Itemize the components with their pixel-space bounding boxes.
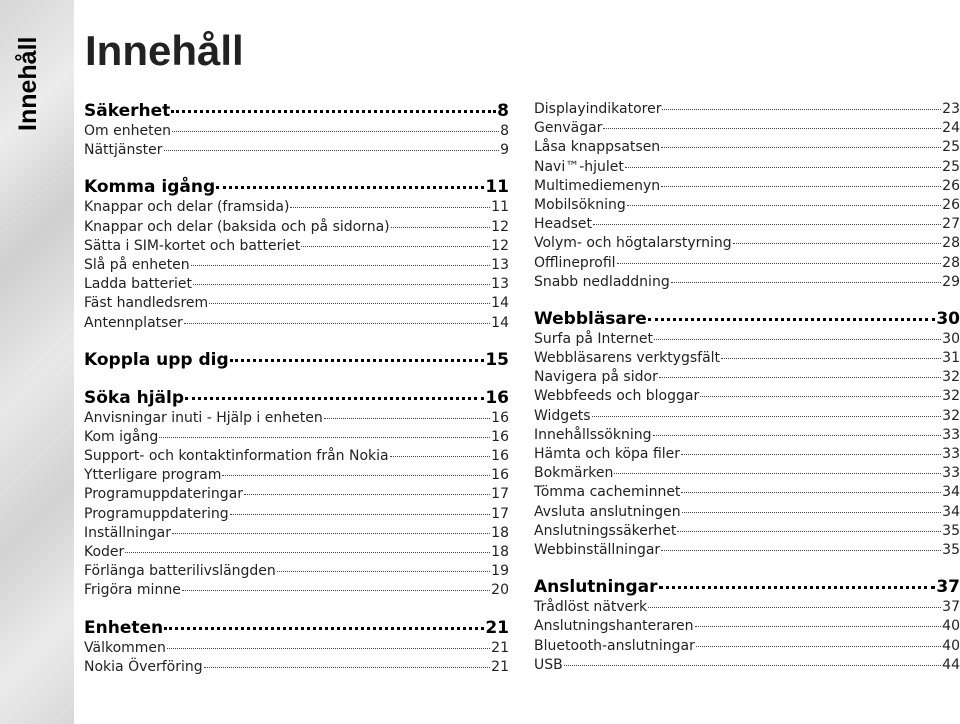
dot-leader	[164, 627, 484, 630]
toc-entry[interactable]	[84, 218, 509, 237]
toc-entry[interactable]	[84, 314, 509, 333]
toc-section-heading-page-number: 16	[485, 387, 509, 408]
toc-section	[84, 176, 509, 332]
dot-leader	[193, 284, 490, 285]
toc-entry-page-number: 33	[942, 426, 960, 443]
toc-entry-page-number: 37	[942, 599, 960, 616]
toc-section-heading[interactable]	[84, 100, 509, 122]
toc-entry[interactable]	[84, 581, 509, 600]
toc-section-heading-title: Enheten	[84, 617, 164, 638]
toc-entry-title: Mobilsökning	[534, 196, 626, 213]
toc-entry-title: Snabb nedladdning	[534, 273, 670, 290]
toc-entry[interactable]	[534, 407, 960, 426]
toc-entry-page-number: 21	[491, 639, 509, 656]
toc-entry-title: USB	[534, 656, 563, 673]
toc-left-column	[84, 100, 509, 693]
toc-entry-title: Knappar och delar (baksida och på sidorna)	[84, 218, 390, 235]
toc-entry[interactable]	[534, 637, 960, 656]
toc-entry[interactable]	[534, 368, 960, 387]
dot-leader	[390, 456, 491, 457]
dot-leader	[603, 128, 941, 129]
toc-entry-title: Widgets	[534, 407, 591, 424]
toc-entry[interactable]	[84, 275, 509, 294]
toc-entry[interactable]	[534, 349, 960, 368]
dot-leader	[230, 514, 490, 515]
dot-leader	[244, 494, 490, 495]
toc-section-heading[interactable]	[84, 176, 509, 198]
toc-entry[interactable]	[534, 100, 960, 119]
toc-entry-title: Navigera på sidor	[534, 369, 658, 386]
dot-leader	[290, 207, 490, 208]
dot-leader	[614, 473, 941, 474]
toc-entry[interactable]	[534, 138, 960, 157]
dot-leader	[627, 205, 941, 206]
toc-entry-title: Koder	[84, 544, 125, 560]
dot-leader	[164, 150, 500, 151]
toc-entry-title: Headset	[534, 216, 593, 233]
toc-section-heading-page-number: 8	[497, 101, 509, 121]
dot-leader	[209, 303, 490, 304]
toc-section-heading-page-number: 30	[936, 308, 960, 329]
toc-entry-title: Ytterligare program	[84, 467, 222, 484]
toc-entry-page-number: 35	[942, 541, 960, 558]
toc-section-heading-page-number: 21	[485, 617, 509, 638]
toc-entry-title: Displayindikatorer	[534, 101, 662, 117]
toc-entry[interactable]	[534, 215, 960, 234]
toc-entry-title: Förlänga batterilivslängden	[84, 563, 276, 580]
toc-entry-page-number: 21	[491, 658, 509, 675]
toc-entry[interactable]	[84, 658, 509, 677]
toc-entry-title: Volym- och högtalarstyrning	[534, 235, 732, 252]
toc-entry-page-number: 27	[942, 216, 960, 233]
toc-section-heading[interactable]	[84, 387, 509, 409]
dot-leader	[391, 227, 491, 228]
toc-entry-title: Support- och kontaktinformation från Nokia	[84, 448, 389, 465]
toc-entry-title: Nättjänster	[84, 142, 163, 159]
toc-entry-page-number: 32	[942, 369, 960, 386]
toc-entry[interactable]	[84, 447, 509, 466]
toc-entry-page-number: 13	[491, 276, 509, 293]
toc-entry-title: Webbinställningar	[534, 541, 661, 558]
toc-entry-title: Välkommen	[84, 639, 166, 656]
toc-entry[interactable]	[84, 639, 509, 658]
dot-leader	[653, 435, 942, 436]
toc-entry-page-number: 32	[942, 407, 960, 424]
dot-leader	[654, 339, 941, 340]
toc-entry[interactable]	[534, 273, 960, 292]
toc-entry-title: Programuppdatering	[84, 505, 229, 522]
toc-entry-page-number: 26	[942, 177, 960, 194]
dot-leader	[721, 358, 941, 359]
toc-entry[interactable]	[534, 196, 960, 215]
toc-section-heading-title: Anslutningar	[534, 577, 658, 598]
toc-entry[interactable]	[534, 503, 960, 522]
dot-leader	[681, 454, 941, 455]
toc-entry-title: Anslutningssäkerhet	[534, 522, 677, 539]
dot-leader	[125, 552, 490, 553]
toc-entry-title: Frigöra minne	[84, 582, 181, 599]
toc-entry-page-number: 14	[491, 295, 509, 312]
toc-entry-page-number: 28	[942, 235, 960, 252]
toc-entry-page-number: 30	[942, 330, 960, 347]
toc-entry-title: Bokmärken	[534, 465, 614, 482]
toc-entry-page-number: 17	[491, 505, 509, 522]
toc-entry-title: Anslutningshanteraren	[534, 618, 694, 635]
toc-entry-page-number: 16	[491, 448, 509, 465]
toc-section-heading-page-number: 37	[936, 577, 960, 598]
dot-leader	[617, 263, 942, 264]
dot-leader	[182, 590, 490, 591]
dot-leader	[661, 186, 941, 187]
toc-section-heading[interactable]	[84, 349, 509, 371]
toc-entry[interactable]	[534, 656, 960, 675]
toc-entry-title: Webbfeeds och bloggar	[534, 388, 700, 405]
toc-entry-page-number: 9	[500, 142, 509, 159]
toc-entry-title: Fäst handledsrem	[84, 295, 209, 312]
toc-entry-page-number: 34	[942, 503, 960, 520]
toc-entry-title: Ladda batteriet	[84, 276, 192, 293]
toc-entry[interactable]	[84, 466, 509, 485]
toc-entry-page-number: 28	[942, 254, 960, 271]
dot-leader	[662, 109, 941, 110]
toc-entry-title: Innehållssökning	[534, 426, 652, 443]
toc-entry-title: Anvisningar inuti - Hjälp i enheten	[84, 409, 323, 426]
toc-section-heading[interactable]	[534, 308, 960, 330]
toc-entry-page-number: 26	[942, 196, 960, 213]
toc-entry[interactable]	[534, 598, 960, 617]
toc-entry[interactable]	[534, 254, 960, 273]
toc-entry-page-number: 14	[491, 314, 509, 331]
dot-leader	[648, 607, 941, 608]
dot-leader	[159, 437, 490, 438]
toc-entry-title: Avsluta anslutningen	[534, 503, 681, 520]
dot-leader	[696, 646, 941, 647]
dot-leader	[230, 359, 485, 362]
dot-leader	[171, 110, 496, 113]
toc-entry[interactable]	[534, 617, 960, 636]
toc-entry-page-number: 12	[491, 218, 509, 235]
toc-section-heading[interactable]	[534, 576, 960, 598]
toc-section	[534, 308, 960, 560]
toc-entry[interactable]	[534, 119, 960, 138]
toc-entry[interactable]	[84, 428, 509, 447]
dot-leader	[733, 243, 941, 244]
dot-leader	[625, 167, 941, 168]
toc-entry[interactable]	[534, 234, 960, 253]
toc-entry-page-number: 19	[491, 563, 509, 580]
toc-entry[interactable]	[534, 522, 960, 541]
dot-leader	[172, 131, 499, 132]
toc-entry-page-number: 16	[491, 409, 509, 426]
dot-leader	[661, 550, 941, 551]
toc-entry-page-number: 23	[942, 101, 960, 117]
dot-leader	[301, 246, 490, 247]
toc-entry-page-number: 20	[491, 582, 509, 599]
dot-leader	[564, 665, 941, 666]
toc-entry-title: Surfa på Internet	[534, 330, 653, 347]
toc-entry[interactable]	[84, 409, 509, 428]
dot-leader	[184, 323, 490, 324]
toc-entry[interactable]	[534, 177, 960, 196]
toc-section	[534, 100, 960, 292]
toc-entry-page-number: 16	[491, 467, 509, 484]
toc-entry-page-number: 13	[491, 256, 509, 273]
toc-section	[84, 100, 509, 160]
toc-entry[interactable]	[84, 485, 509, 504]
toc-entry-page-number: 25	[942, 139, 960, 156]
toc-entry-page-number: 18	[491, 524, 509, 541]
toc-section	[84, 349, 509, 371]
toc-entry[interactable]	[534, 483, 960, 502]
dot-leader	[191, 265, 491, 266]
toc-entry-title: Tömma cacheminnet	[534, 484, 681, 501]
toc-entry-page-number: 29	[942, 273, 960, 290]
dot-leader	[671, 282, 941, 283]
toc-section-heading-title: Webbläsare	[534, 308, 647, 329]
toc-entry[interactable]	[534, 541, 960, 560]
toc-entry-title: Bluetooth-anslutningar	[534, 637, 695, 654]
toc-entry[interactable]	[84, 141, 509, 160]
toc-entry[interactable]	[84, 294, 509, 313]
toc-entry[interactable]	[534, 464, 960, 483]
toc-entry-page-number: 11	[491, 199, 509, 216]
dot-leader	[277, 571, 490, 572]
side-tab-strip	[0, 0, 74, 724]
toc-entry-page-number: 33	[942, 465, 960, 482]
dot-leader	[204, 667, 491, 668]
dot-leader	[592, 416, 942, 417]
dot-leader	[185, 397, 484, 400]
toc-entry[interactable]	[534, 158, 960, 177]
toc-entry-title: Om enheten	[84, 123, 172, 139]
toc-section	[534, 576, 960, 675]
toc-entry[interactable]	[84, 524, 509, 543]
dot-leader	[172, 533, 490, 534]
toc-section-heading-title: Koppla upp dig	[84, 349, 229, 370]
toc-entry-title: Hämta och köpa filer	[534, 446, 681, 462]
toc-entry[interactable]	[534, 387, 960, 406]
toc-entry-page-number: 33	[942, 446, 960, 462]
toc-entry-page-number: 40	[942, 618, 960, 635]
dot-leader	[593, 224, 941, 225]
toc-section-heading[interactable]	[84, 617, 509, 639]
toc-entry-page-number: 44	[942, 656, 960, 673]
toc-entry-page-number: 32	[942, 388, 960, 405]
toc-entry-title: Webbläsarens verktygsfält	[534, 350, 721, 367]
dot-leader	[222, 475, 490, 476]
toc-entry-title: Antennplatser	[84, 314, 183, 331]
toc-entry-title: Kom igång	[84, 428, 159, 445]
toc-entry[interactable]	[534, 426, 960, 445]
toc-entry[interactable]	[84, 505, 509, 524]
dot-leader	[648, 318, 936, 321]
toc-entry-page-number: 8	[500, 123, 509, 139]
dot-leader	[677, 531, 941, 532]
dot-leader	[324, 418, 490, 419]
dot-leader	[695, 626, 942, 627]
toc-entry-title: Offlineprofil	[534, 254, 616, 271]
toc-entry-title: Trådlöst nätverk	[534, 599, 648, 616]
toc-entry-title: Navi™-hjulet	[534, 158, 624, 175]
toc-entry-page-number: 40	[942, 637, 960, 654]
dot-leader	[167, 648, 490, 649]
toc-section	[84, 617, 509, 677]
dot-leader	[659, 586, 936, 589]
side-tab-label: Innehåll	[14, 36, 42, 131]
toc-entry-page-number: 24	[942, 120, 960, 137]
toc-entry[interactable]	[84, 543, 509, 562]
toc-entry[interactable]	[534, 445, 960, 464]
toc-entry-page-number: 34	[942, 484, 960, 501]
toc-entry-page-number: 25	[942, 158, 960, 175]
toc-entry[interactable]	[84, 562, 509, 581]
dot-leader	[700, 396, 941, 397]
toc-entry-title: Nokia Överföring	[84, 658, 203, 675]
toc-right-column	[534, 100, 960, 691]
toc-entry-page-number: 17	[491, 486, 509, 503]
dot-leader	[681, 492, 941, 493]
dot-leader	[682, 512, 942, 513]
toc-entry[interactable]	[84, 237, 509, 256]
toc-entry-title: Genvägar	[534, 120, 603, 137]
toc-entry-title: Programuppdateringar	[84, 486, 244, 503]
dot-leader	[216, 186, 484, 189]
toc-entry[interactable]	[84, 256, 509, 275]
page-title: Innehåll	[85, 27, 244, 74]
toc-entry-page-number: 12	[491, 237, 509, 254]
toc-entry-title: Knappar och delar (framsida)	[84, 199, 290, 216]
toc-entry-title: Slå på enheten	[84, 256, 190, 273]
toc-entry-title: Låsa knappsatsen	[534, 139, 661, 156]
toc-entry[interactable]	[84, 122, 509, 141]
toc-section-heading-title: Säkerhet	[84, 101, 171, 121]
toc-entry-page-number: 35	[942, 522, 960, 539]
toc-section-heading-title: Komma igång	[84, 177, 216, 198]
toc-section	[84, 387, 509, 601]
toc-entry-title: Inställningar	[84, 524, 172, 541]
toc-entry-title: Sätta i SIM-kortet och batteriet	[84, 237, 301, 254]
toc-entry-page-number: 31	[942, 350, 960, 367]
toc-section-heading-page-number: 11	[485, 177, 509, 198]
toc-entry-page-number: 16	[491, 428, 509, 445]
toc-entry-page-number: 18	[491, 544, 509, 560]
dot-leader	[659, 377, 941, 378]
dot-leader	[661, 147, 941, 148]
toc-section-heading-title: Söka hjälp	[84, 387, 185, 408]
toc-section-heading-page-number: 15	[485, 349, 509, 370]
toc-entry-title: Multimediemenyn	[534, 177, 661, 194]
toc-entry[interactable]	[84, 198, 509, 217]
toc-entry[interactable]	[534, 330, 960, 349]
